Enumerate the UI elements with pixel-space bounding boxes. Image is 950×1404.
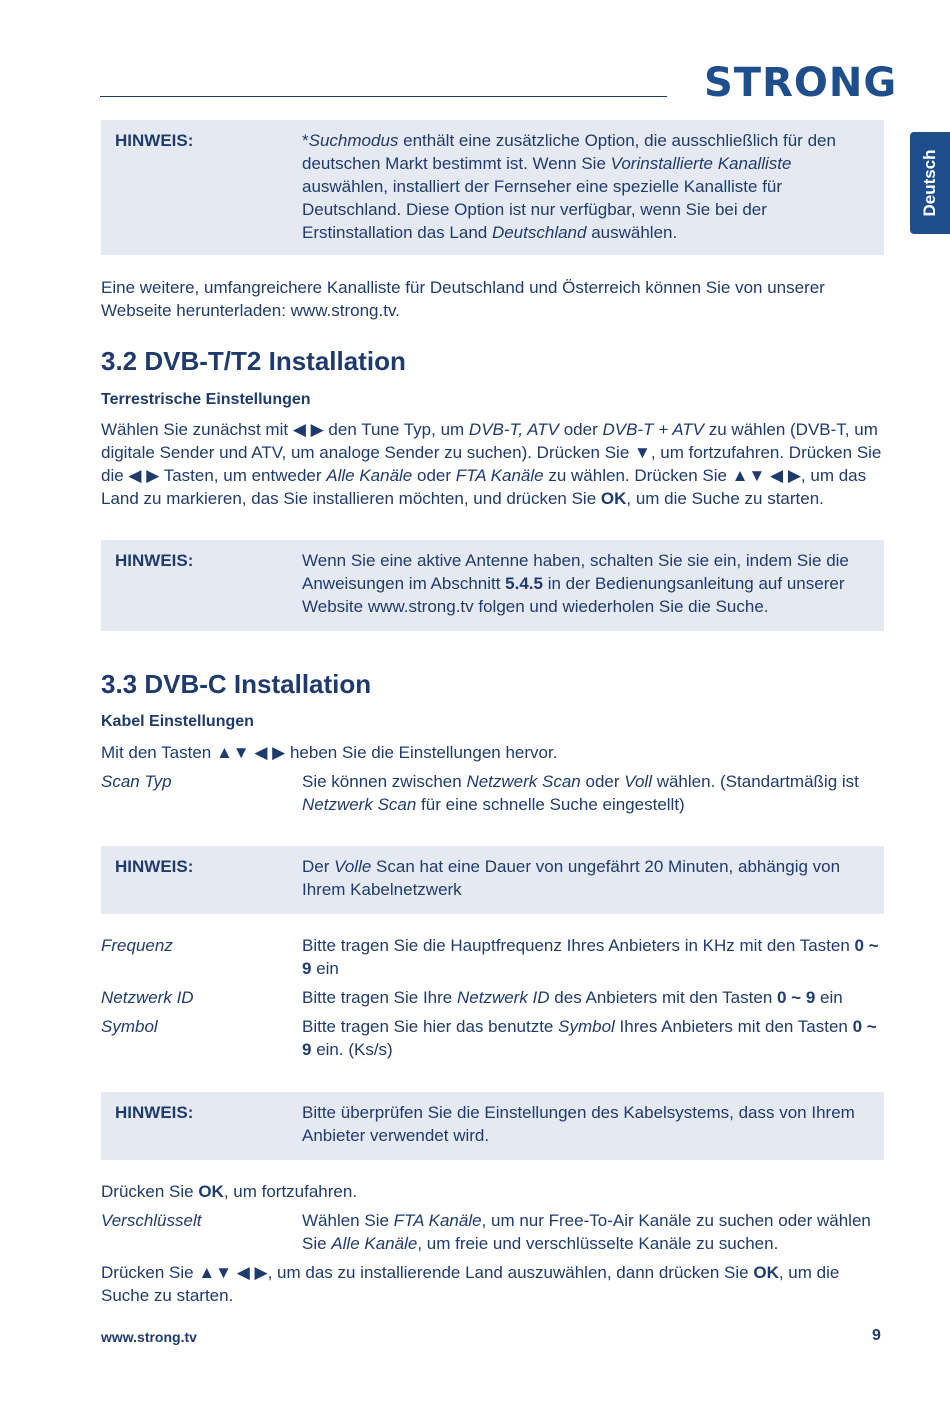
term-scan-typ: Scan Typ	[101, 772, 172, 791]
arrow-keys-icon: ▲▼ ◀ ▶	[215, 743, 286, 762]
term-frequenz: Frequenz	[101, 936, 173, 955]
language-tab	[910, 132, 950, 234]
def-frequenz: Bitte tragen Sie die Hauptfrequenz Ihres Anbieters in KHz mit den Tasten 0 ~ 9 ein	[302, 936, 879, 978]
subheading-terrestrisch: Terrestrische Einstellungen	[101, 391, 311, 408]
page-number: 9	[872, 1327, 881, 1344]
subheading-kabel: Kabel Einstellungen	[101, 713, 254, 730]
def-scan-typ: Sie können zwischen Netzwerk Scan oder Voll wählen. (Standartmäßig ist Netzwerk Scan für eine schnelle Suche eingestellt)	[302, 772, 859, 814]
note-text: *Suchmodus enthält eine zusätzliche Option, die ausschließlich für den deutschen Markt bestimmt ist. Wenn Sie Vorinstallierte Kanalliste auswählen, installiert der Fernseher eine spezielle Kanalliste für Deutschland. Diese Option ist nur verfügbar, wenn Sie bei der Erstinstallation das Land Deutschland auswählen.	[302, 131, 836, 242]
dvbc-intro: Mit den Tasten ▲▼ ◀ ▶ heben Sie die Einstellungen hervor.	[101, 743, 558, 762]
note-label: HINWEIS:	[115, 131, 194, 150]
term-symbol: Symbol	[101, 1017, 158, 1036]
arrow-keys-icon: ▲▼ ◀ ▶	[731, 466, 801, 485]
note-text: Bitte überprüfen Sie die Einstellungen des Kabelsystems, dass von Ihrem Anbieter verwendet wird.	[302, 1103, 855, 1145]
arrow-left-right-icon: ◀ ▶	[128, 466, 160, 485]
note-label: HINWEIS:	[115, 1103, 194, 1122]
arrow-down-icon: ▼	[634, 443, 651, 462]
language-tab-label: Deutsch	[920, 149, 939, 217]
section-heading-dvbc: 3.3 DVB-C Installation	[101, 669, 372, 699]
def-netzwerk-id: Bitte tragen Sie Ihre Netzwerk ID des Anbieters mit den Tasten 0 ~ 9 ein	[302, 988, 843, 1007]
note-volle-scan	[101, 846, 884, 914]
section-heading-dvbt: 3.2 DVB-T/T2 Installation	[101, 346, 406, 376]
note-text: Der Volle Scan hat eine Dauer von ungefährt 20 Minuten, abhängig von Ihrem Kabelnetzwerk	[302, 857, 841, 899]
footer-url: www.strong.tv	[101, 1329, 197, 1345]
note-suchmodus	[101, 120, 884, 255]
press-ok-paragraph: Drücken Sie OK, um fortzufahren.	[101, 1182, 358, 1201]
final-paragraph: Drücken Sie ▲▼ ◀ ▶, um das zu installierende Land auszuwählen, dann drücken Sie OK, um die Suche zu starten.	[101, 1263, 840, 1305]
note-text: Wenn Sie eine aktive Antenne haben, schalten Sie sie ein, indem Sie die Anweisungen im Abschnitt 5.4.5 in der Bedienungsanleitung auf unserer Website www.strong.tv folgen und wiederholen Sie die Suche.	[302, 551, 849, 616]
strong-logo: STRONG	[704, 60, 898, 106]
dvbt-paragraph: Wählen Sie zunächst mit ◀ ▶ den Tune Typ, um DVB-T, ATV oder DVB-T + ATV zu wählen (DVB-T, um digitale Sender und ATV, um analoge Sender zu suchen). Drücken Sie ▼, um fortzufahren. Drücken Sie die ◀ ▶ Tasten, um entweder Alle Kanäle oder FTA Kanäle zu wählen. Drücken Sie ▲▼ ◀ ▶, um das Land zu markieren, das Sie installieren möchten, und drücken Sie OK, um die Suche zu starten.	[101, 420, 882, 508]
def-verschluesselt: Wählen Sie FTA Kanäle, um nur Free-To-Air Kanäle zu suchen oder wählen Sie Alle Kanäle, um freie und verschlüsselte Kanäle zu suchen.	[302, 1211, 871, 1253]
note-label: HINWEIS:	[115, 857, 194, 876]
arrow-keys-icon: ▲▼ ◀ ▶	[198, 1263, 268, 1282]
note-label: HINWEIS:	[115, 551, 194, 570]
term-verschluesselt: Verschlüsselt	[101, 1211, 202, 1230]
def-symbol: Bitte tragen Sie hier das benutzte Symbol Ihres Anbieters mit den Tasten 0 ~ 9 ein. (Ks/s)	[302, 1017, 877, 1059]
note-antenna	[101, 540, 884, 631]
intro-paragraph: Eine weitere, umfangreichere Kanalliste für Deutschland und Österreich können Sie von unserer Webseite herunterladen: www.strong.tv.	[101, 278, 825, 320]
header-rule	[100, 96, 667, 97]
arrow-left-right-icon: ◀ ▶	[292, 420, 324, 439]
note-kabelsystem	[101, 1092, 884, 1160]
term-netzwerk-id: Netzwerk ID	[101, 988, 194, 1007]
